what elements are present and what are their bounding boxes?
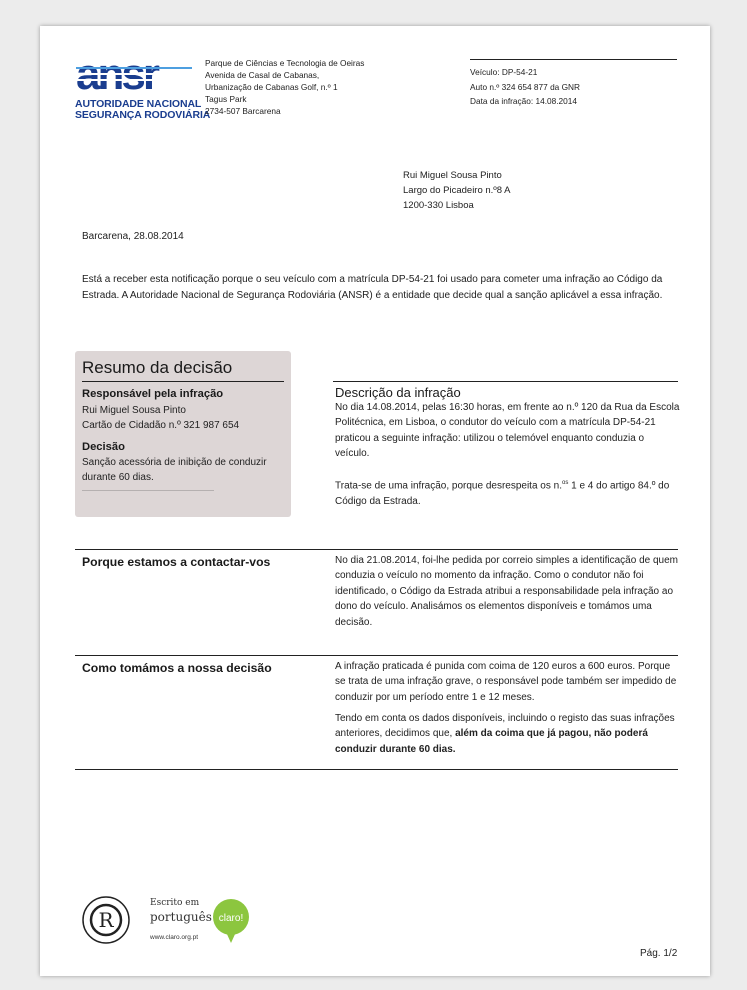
speech-bubble-icon bbox=[212, 898, 250, 944]
svg-text:claro!: claro! bbox=[218, 913, 244, 924]
decision-heading: Decisão bbox=[82, 441, 125, 453]
claro-language: português bbox=[150, 910, 212, 924]
decision-paragraph-2 bbox=[335, 711, 680, 757]
recipient-address bbox=[403, 168, 511, 213]
sender-address bbox=[205, 57, 364, 117]
decision-section-heading: Como tomámos a nossa decisão bbox=[82, 661, 272, 675]
quality-seal-icon bbox=[82, 896, 130, 944]
recipient-line: Largo do Picadeiro n.º8 A bbox=[403, 185, 511, 196]
description-heading: Descrição da infração bbox=[335, 385, 461, 400]
summary-divider-bottom bbox=[82, 490, 214, 491]
responsible-name: Rui Miguel Sousa Pinto bbox=[82, 405, 186, 416]
section-divider bbox=[75, 655, 678, 656]
logo-line-2: SEGURANÇA RODOVIÁRIA bbox=[75, 109, 211, 121]
claro-url: www.claro.org.pt bbox=[150, 934, 199, 941]
description-legal-paragraph bbox=[335, 476, 680, 509]
auto-ref: Auto n.º 324 654 877 da GNR bbox=[470, 81, 581, 92]
legal-text-start: Trata-se de uma infração, porque desrespeita os n. bbox=[335, 480, 562, 492]
responsible-id: Cartão de Cidadão n.º 321 987 654 bbox=[82, 420, 240, 432]
summary-divider bbox=[82, 381, 284, 382]
logo-stripe bbox=[76, 79, 192, 81]
section-divider bbox=[75, 549, 678, 550]
decision-paragraph-1: A infração praticada é punida com coima de 120 euros a 600 euros. Porque se trata de uma infração grave, o responsável pode também ser impedido de conduzir por um período entre 1 e 12 meses. bbox=[335, 661, 677, 703]
address-line: Avenida de Casal de Cabanas, bbox=[205, 70, 320, 80]
address-line: Urbanização de Cabanas Golf, n.º 1 bbox=[205, 82, 338, 92]
infraction-date-ref: Data da infração: 14.08.2014 bbox=[470, 96, 578, 106]
logo-stripe bbox=[76, 73, 192, 75]
legal-text-end: 1 e 4 do artigo 84.º do Código da Estrada. bbox=[335, 480, 670, 507]
intro-paragraph: Está a receber esta notificação porque o seu veículo com a matrícula DP-54-21 foi usado para cometer uma infração ao Código da Estrada. A Autoridade Nacional de Segurança Rodoviária (ANSR) é a entidade que decide qual a sanção aplicável a essa infração. bbox=[82, 274, 663, 301]
address-line: 2734-507 Barcarena bbox=[205, 106, 281, 116]
svg-text:R: R bbox=[98, 908, 114, 932]
description-divider bbox=[333, 381, 678, 382]
responsible-details bbox=[82, 403, 239, 434]
claro-caption: Escrito em bbox=[150, 898, 200, 908]
description-paragraph: No dia 14.08.2014, pelas 16:30 horas, em frente ao n.º 120 da Rua da Escola Politécnica, em Lisboa, o condutor do veículo com a matrícula DP-54-21 praticou a seguinte infração: utilizou o telemóvel enquanto conduzia o veículo. bbox=[335, 402, 680, 460]
page-number: Pág. 1/2 bbox=[640, 948, 678, 959]
summary-title: Resumo da decisão bbox=[82, 358, 233, 377]
logo-line-1: AUTORIDADE NACIONAL bbox=[75, 98, 202, 110]
contact-text: No dia 21.08.2014, foi-lhe pedida por correio simples a identificação de quem conduzia o veículo no momento da infração. Como o condutor não foi identificado, o Código da Estrada atribui a responsabilidade pela infração ao dono do veículo. Analisámos os elementos disponíveis e tomámos uma decisão. bbox=[335, 555, 678, 628]
reference-box bbox=[470, 59, 677, 109]
address-line: Tagus Park bbox=[205, 94, 247, 104]
decision-text: Sanção acessória de inibição de conduzir durante 60 dias. bbox=[82, 457, 267, 484]
legal-superscript: os bbox=[561, 480, 569, 486]
contact-heading: Porque estamos a contactar-vos bbox=[82, 555, 271, 569]
vehicle-ref: Veículo: DP-54-21 bbox=[470, 67, 538, 77]
recipient-line: 1200-330 Lisboa bbox=[403, 200, 474, 211]
decision-normal-text: Tendo em conta os dados disponíveis, incluindo o registo das suas infrações anteriores, decidimos que, bbox=[335, 713, 675, 740]
ansr-logo bbox=[76, 58, 192, 92]
responsible-heading: Responsável pela infração bbox=[82, 388, 224, 400]
address-line: Parque de Ciências e Tecnologia de Oeiras bbox=[205, 58, 365, 68]
section-divider bbox=[75, 769, 678, 770]
place-date: Barcarena, 28.08.2014 bbox=[82, 231, 184, 242]
decision-bold-text: além da coima que já pagou, não poderá conduzir durante 60 dias. bbox=[335, 728, 648, 755]
logo-stripe bbox=[76, 67, 192, 69]
recipient-line: Rui Miguel Sousa Pinto bbox=[403, 170, 502, 181]
